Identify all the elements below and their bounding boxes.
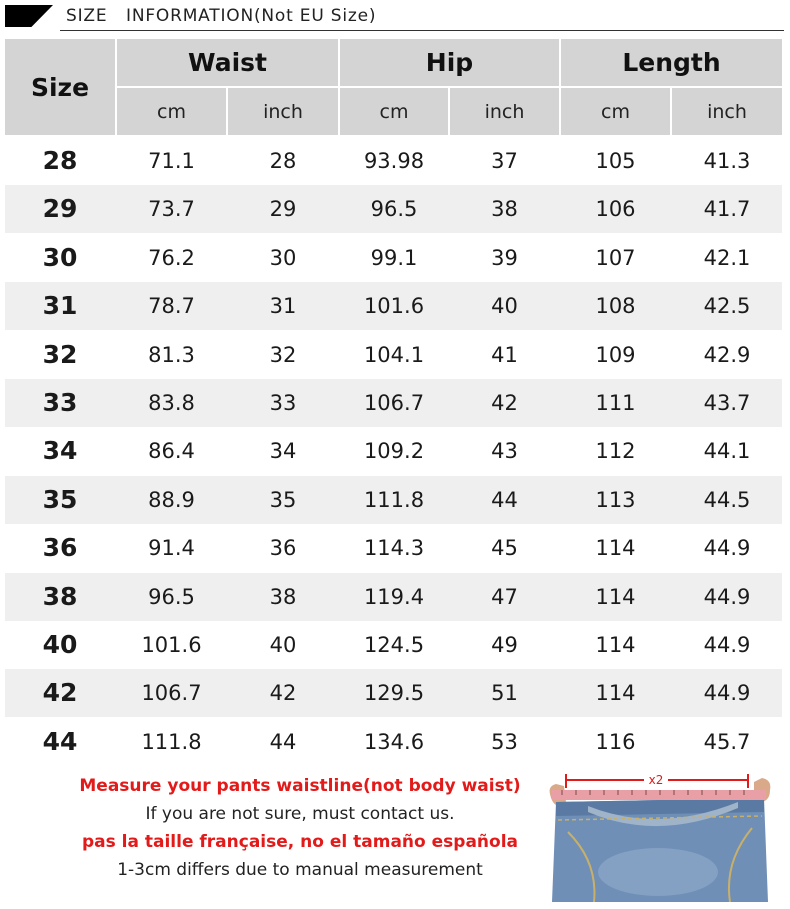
length-inch-cell: 44.9 (703, 633, 751, 657)
waist-inch-cell: 40 (269, 633, 297, 657)
length-header: Length (561, 39, 782, 86)
length-inch-cell: 43.7 (703, 391, 751, 415)
length-cm-cell: 114 (595, 536, 636, 561)
hip-cm-header: cm (340, 88, 448, 135)
waist-inch-cell: 38 (269, 584, 297, 609)
size-cell: 38 (42, 581, 78, 611)
hip-cm-cell: 99.1 (370, 245, 418, 270)
waist-inch-header: inch (228, 88, 338, 135)
waist-inch-cell: 36 (269, 536, 297, 561)
size-cell: 33 (42, 388, 78, 417)
size-cell: 36 (42, 533, 78, 563)
waist-cm-cell: 83.8 (148, 391, 195, 415)
header-title: SIZE INFORMATION(Not EU Size) (66, 6, 377, 26)
length-inch-cell: 44.9 (703, 681, 751, 706)
size-cell: 28 (42, 146, 78, 175)
waist-cm-cell: 101.6 (141, 633, 202, 657)
hip-inch-cell: 45 (491, 536, 518, 561)
waist-cm-cell: 81.3 (148, 342, 195, 367)
length-cm-cell: 112 (595, 439, 636, 464)
length-cm-cell: 113 (595, 487, 636, 512)
note-measurement-tolerance: 1-3cm differs due to manual measurement (117, 860, 483, 880)
section-header (0, 0, 790, 34)
hip-cm-cell: 106.7 (363, 391, 425, 415)
size-cell: 31 (42, 291, 78, 321)
note-measure-waistline: Measure your pants waistline(not body waist) (79, 776, 521, 796)
hip-inch-cell: 40 (491, 294, 518, 319)
table-row (5, 234, 782, 282)
waist-cm-cell: 76.2 (148, 245, 195, 270)
waist-inch-cell: 35 (269, 487, 297, 512)
length-cm-cell: 114 (595, 633, 636, 657)
size-cell: 42 (42, 678, 78, 708)
length-inch-cell: 45.7 (703, 729, 751, 754)
hip-inch-cell: 44 (491, 487, 518, 512)
hip-cm-cell: 111.8 (363, 487, 425, 512)
hip-inch-cell: 37 (491, 149, 518, 173)
length-inch-cell: 44.9 (703, 536, 751, 561)
hip-inch-cell: 47 (491, 584, 518, 609)
size-cell: 44 (42, 726, 78, 756)
table-row (5, 621, 782, 669)
length-cm-header: cm (561, 88, 670, 135)
table-row (5, 476, 782, 524)
length-inch-cell: 44.9 (703, 584, 751, 609)
hip-inch-cell: 43 (491, 439, 518, 464)
table-row (5, 331, 782, 379)
waist-inch-cell: 28 (269, 149, 297, 173)
header-divider (60, 30, 784, 31)
hip-inch-header: inch (450, 88, 559, 135)
hip-cm-cell: 104.1 (363, 342, 425, 367)
length-cm-cell: 106 (595, 197, 636, 222)
length-inch-cell: 44.1 (703, 439, 751, 464)
length-cm-cell: 108 (595, 294, 636, 319)
hip-inch-cell: 51 (491, 681, 518, 706)
hip-inch-cell: 38 (491, 197, 518, 222)
hip-inch-cell: 53 (491, 729, 518, 754)
length-cm-cell: 107 (595, 245, 636, 270)
hip-inch-cell: 41 (491, 342, 518, 367)
waist-header: Waist (117, 39, 338, 86)
length-inch-cell: 41.7 (703, 197, 751, 222)
waist-cm-cell: 106.7 (141, 681, 202, 706)
waist-inch-cell: 42 (269, 681, 297, 706)
waist-cm-header: cm (117, 88, 226, 135)
waist-cm-cell: 91.4 (148, 536, 195, 561)
size-cell: 34 (42, 436, 78, 466)
table-row (5, 427, 782, 475)
table-row (5, 282, 782, 330)
size-cell: 35 (42, 484, 78, 514)
hip-cm-cell: 96.5 (370, 197, 418, 222)
length-cm-cell: 109 (595, 342, 636, 367)
length-inch-cell: 41.3 (703, 149, 751, 173)
table-row (5, 137, 782, 185)
table-row (5, 573, 782, 621)
waist-inch-cell: 33 (269, 391, 297, 415)
length-cm-cell: 114 (595, 584, 636, 609)
size-column-header: Size (5, 39, 115, 135)
size-cell: 30 (42, 242, 78, 272)
table-row (5, 185, 782, 233)
hip-inch-cell: 49 (491, 633, 518, 657)
waist-inch-cell: 32 (269, 342, 297, 367)
hip-cm-cell: 134.6 (363, 729, 425, 754)
waist-inch-cell: 31 (269, 294, 297, 319)
waist-cm-cell: 78.7 (148, 294, 195, 319)
length-cm-cell: 116 (595, 729, 636, 754)
waist-inch-cell: 44 (269, 729, 297, 754)
waist-cm-cell: 88.9 (148, 487, 195, 512)
table-row (5, 524, 782, 572)
hip-cm-cell: 93.98 (363, 149, 425, 173)
hip-header: Hip (340, 39, 559, 86)
length-inch-cell: 42.5 (703, 294, 751, 319)
header-flag-icon (5, 5, 53, 27)
jeans-waist-measure-icon (548, 772, 772, 902)
hip-cm-cell: 101.6 (363, 294, 425, 319)
hip-cm-cell: 129.5 (363, 681, 425, 706)
size-cell: 29 (42, 194, 78, 224)
waist-cm-cell: 71.1 (148, 149, 195, 173)
waist-inch-cell: 29 (269, 197, 297, 222)
waist-inch-cell: 30 (269, 245, 297, 270)
table-row (5, 718, 782, 766)
waist-cm-cell: 111.8 (141, 729, 202, 754)
hip-cm-cell: 119.4 (363, 584, 425, 609)
length-cm-cell: 114 (595, 681, 636, 706)
waist-cm-cell: 86.4 (148, 439, 195, 464)
waist-cm-cell: 96.5 (148, 584, 195, 609)
hip-cm-cell: 124.5 (363, 633, 425, 657)
length-inch-cell: 42.1 (703, 245, 751, 270)
size-cell: 40 (42, 630, 78, 659)
length-inch-cell: 42.9 (703, 342, 751, 367)
note-contact-us: If you are not sure, must contact us. (145, 804, 455, 824)
waist-inch-cell: 34 (269, 439, 297, 464)
note-not-french-spanish-size: pas la taille française, no el tamaño española (81, 832, 518, 852)
length-inch-header: inch (672, 88, 782, 135)
table-row (5, 669, 782, 717)
length-inch-cell: 44.5 (703, 487, 751, 512)
hip-inch-cell: 42 (491, 391, 518, 415)
table-row (5, 379, 782, 427)
hip-inch-cell: 39 (491, 245, 518, 270)
hip-cm-cell: 114.3 (363, 536, 425, 561)
length-cm-cell: 105 (595, 149, 636, 173)
waist-cm-cell: 73.7 (148, 197, 195, 222)
hip-cm-cell: 109.2 (363, 439, 425, 464)
length-cm-cell: 111 (595, 391, 636, 415)
size-cell: 32 (42, 339, 78, 369)
multiplier-label: x2 (648, 773, 664, 787)
